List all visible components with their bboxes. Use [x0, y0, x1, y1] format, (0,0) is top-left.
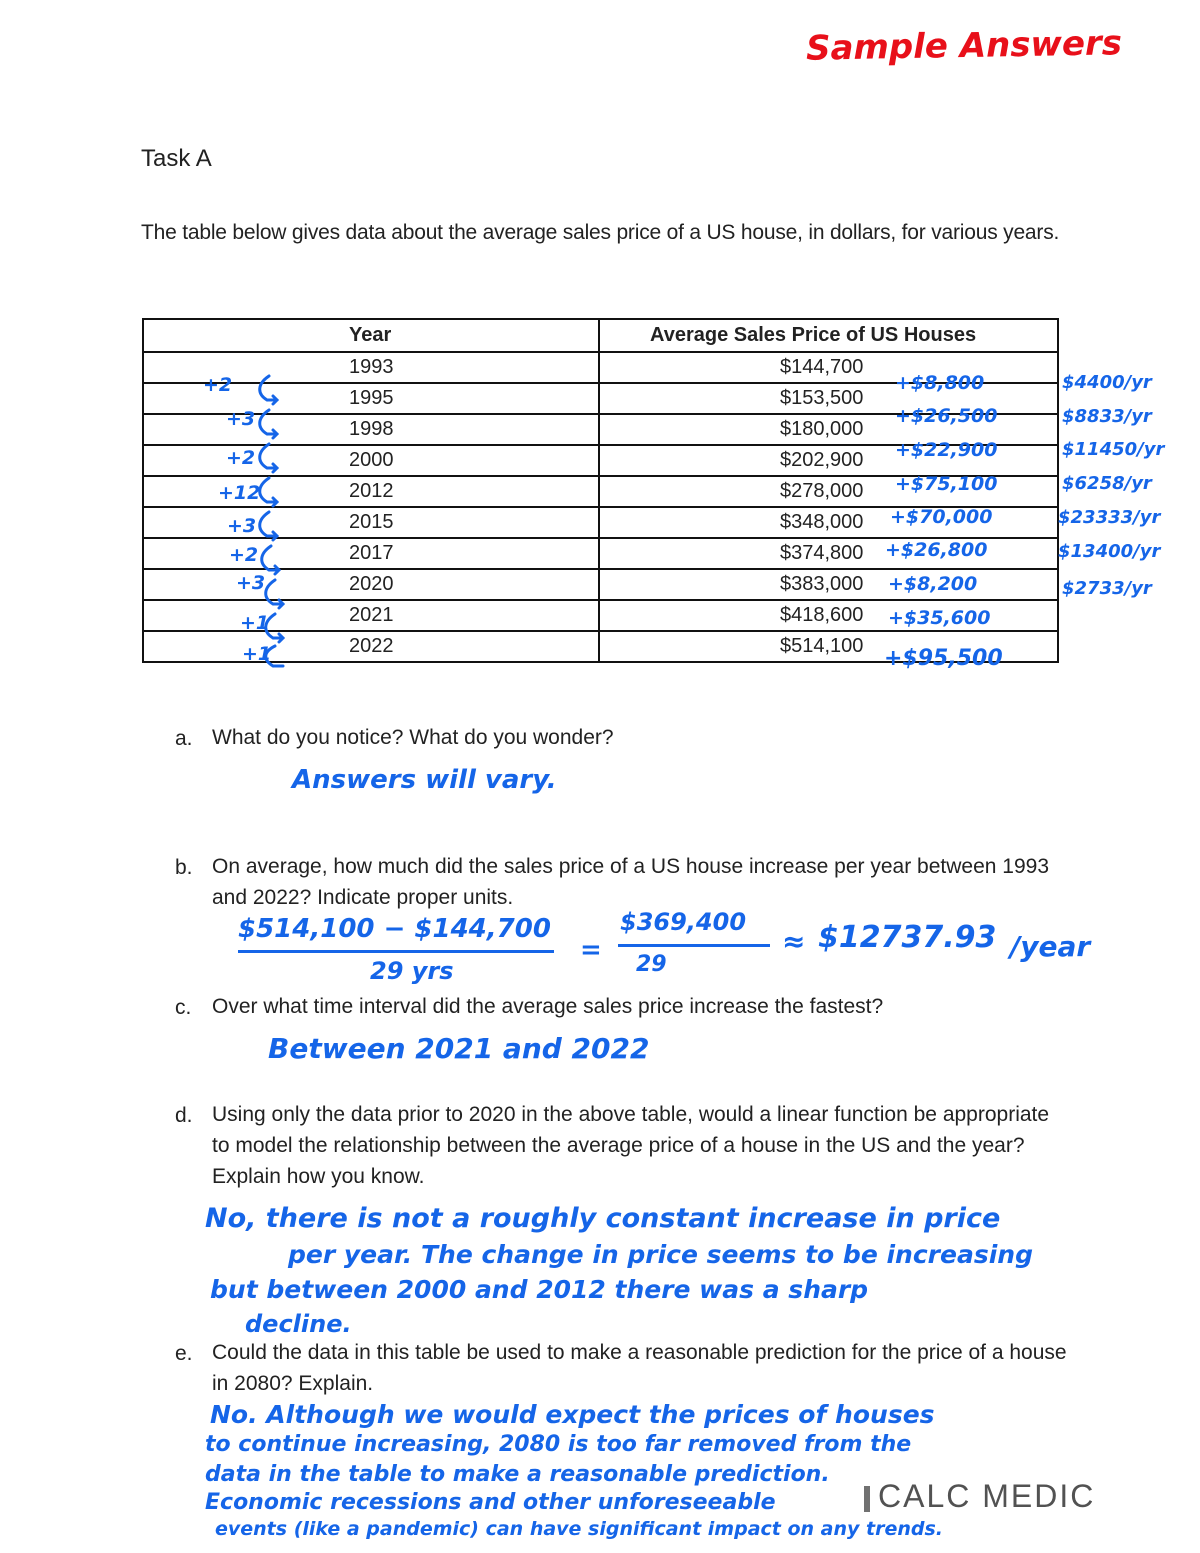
question-d-letter: d.	[175, 1104, 193, 1127]
answer-a: Answers will vary.	[292, 765, 557, 795]
answer-e-line: to continue increasing, 2080 is too far removed from the	[205, 1432, 912, 1457]
year-cell: 2015	[143, 507, 599, 538]
answer-d-line: per year. The change in price seems to be increasing	[288, 1240, 1033, 1269]
question-e-letter: e.	[175, 1342, 193, 1365]
price-cell: $348,000	[599, 507, 1058, 538]
price-diff-annotation: +$26,500	[895, 405, 998, 427]
answer-c: Between 2021 and 2022	[268, 1032, 650, 1065]
year-cell: 2022	[143, 631, 599, 662]
answer-b-numerator-2: $369,400	[620, 908, 747, 936]
year-gap-annotation: +2	[226, 447, 256, 469]
rate-annotation: $4400/yr	[1062, 372, 1152, 393]
price-diff-annotation: +$8,200	[888, 573, 978, 595]
logo-mark-icon	[864, 1486, 870, 1512]
logo-text: CALC MEDIC	[878, 1478, 1096, 1514]
year-cell: 2000	[143, 445, 599, 476]
year-cell: 2012	[143, 476, 599, 507]
bracket-mark	[262, 546, 279, 574]
bracket-mark	[266, 580, 283, 608]
bracket-mark	[266, 646, 283, 666]
answer-b-equals: =	[580, 935, 602, 965]
question-b-text: On average, how much did the sales price of a US house increase per year between 1993 and 2022? Indicate proper units.	[212, 855, 1049, 909]
rate-annotation: $8833/yr	[1062, 406, 1152, 427]
rate-annotation: $6258/yr	[1062, 473, 1152, 494]
year-gap-annotation: +2	[229, 544, 259, 566]
rate-annotation: $11450/yr	[1062, 439, 1165, 460]
year-cell: 1993	[143, 352, 599, 383]
price-cell: $514,100	[599, 631, 1058, 662]
bracket-mark	[260, 512, 277, 540]
calc-medic-logo	[858, 1478, 1101, 1515]
sample-answers-heading: Sample Answers	[805, 23, 1123, 69]
question-e-text: Could the data in this table be used to make a reasonable prediction for the price of a house in 2080? Explain.	[212, 1341, 1067, 1395]
price-cell: $202,900	[599, 445, 1058, 476]
answer-b-numerator: $514,100 − $144,700	[238, 914, 551, 944]
year-cell: 2021	[143, 600, 599, 631]
rate-annotation: $2733/yr	[1062, 578, 1152, 599]
table-header-row	[143, 319, 1058, 352]
question-c-text: Over what time interval did the average sales price increase the fastest?	[212, 995, 884, 1018]
task-title: Task A	[141, 145, 212, 172]
price-cell: $374,800	[599, 538, 1058, 569]
question-d-text: Using only the data prior to 2020 in the above table, would a linear function be appropriate to model the relationship between the average price of a house in the US and the year? Explain how you know.	[212, 1103, 1050, 1188]
price-cell: $153,500	[599, 383, 1058, 414]
price-diff-annotation: +$26,800	[885, 539, 988, 561]
price-cell: $144,700	[599, 352, 1058, 383]
price-diff-annotation: +$22,900	[895, 439, 998, 461]
answer-d-line: No, there is not a roughly constant increase in price	[205, 1203, 1001, 1234]
year-gap-annotation: +2	[203, 374, 233, 396]
price-diff-annotation: +$8,800	[895, 372, 985, 394]
bracket-mark	[260, 410, 277, 438]
answer-d-line: decline.	[245, 1310, 352, 1338]
price-cell: $278,000	[599, 476, 1058, 507]
answer-b-unit: /year	[1010, 930, 1091, 963]
question-a-letter: a.	[175, 727, 193, 750]
year-gap-annotation: +3	[227, 515, 257, 537]
answer-e-line: Economic recessions and other unforeseeable	[205, 1490, 776, 1515]
question-c-letter: c.	[175, 996, 192, 1019]
year-gap-annotation: +3	[226, 408, 256, 430]
answer-e-line: events (like a pandemic) can have significant impact on any trends.	[215, 1518, 944, 1540]
price-cell: $383,000	[599, 569, 1058, 600]
answer-b-denominator-2: 29	[636, 952, 667, 977]
price-cell: $418,600	[599, 600, 1058, 631]
answer-b-result: $12737.93	[818, 920, 997, 955]
year-gap-annotation: +12	[218, 482, 261, 504]
year-cell: 1998	[143, 414, 599, 445]
task-intro: The table below gives data about the average sales price of a US house, in dollars, for various years.	[141, 221, 1060, 244]
answer-e-line: No. Although we would expect the prices of houses	[210, 1400, 935, 1429]
answer-d-line: but between 2000 and 2012 there was a sharp	[210, 1275, 869, 1304]
year-gap-annotation: +1	[240, 612, 270, 634]
answer-b-fraction-bar-2	[618, 944, 770, 947]
rate-annotation: $23333/yr	[1058, 507, 1161, 528]
bracket-mark	[260, 376, 277, 404]
rate-annotation: $13400/yr	[1058, 541, 1161, 562]
year-gap-annotation: +1	[242, 643, 272, 665]
bracket-mark	[266, 614, 283, 642]
year-gap-annotation: +3	[236, 572, 266, 594]
answer-b-approx: ≈	[782, 925, 806, 958]
price-diff-annotation: +$95,500	[884, 646, 1003, 671]
price-cell: $180,000	[599, 414, 1058, 445]
price-diff-annotation: +$70,000	[890, 506, 993, 528]
answer-e-line: data in the table to make a reasonable prediction.	[205, 1462, 830, 1487]
price-diff-annotation: +$35,600	[888, 607, 991, 629]
answer-b-denominator: 29 yrs	[370, 957, 454, 985]
year-cell: 2017	[143, 538, 599, 569]
year-column-header: Year	[143, 319, 599, 352]
year-cell: 1995	[143, 383, 599, 414]
bracket-mark	[260, 444, 277, 472]
bracket-mark	[260, 478, 277, 506]
question-a-text: What do you notice? What do you wonder?	[212, 726, 614, 749]
price-diff-annotation: +$75,100	[895, 473, 998, 495]
question-b-letter: b.	[175, 856, 193, 879]
year-cell: 2020	[143, 569, 599, 600]
year-gap-brackets	[255, 370, 315, 670]
answer-b-fraction-bar	[238, 950, 554, 953]
price-column-header: Average Sales Price of US Houses	[599, 319, 1058, 352]
